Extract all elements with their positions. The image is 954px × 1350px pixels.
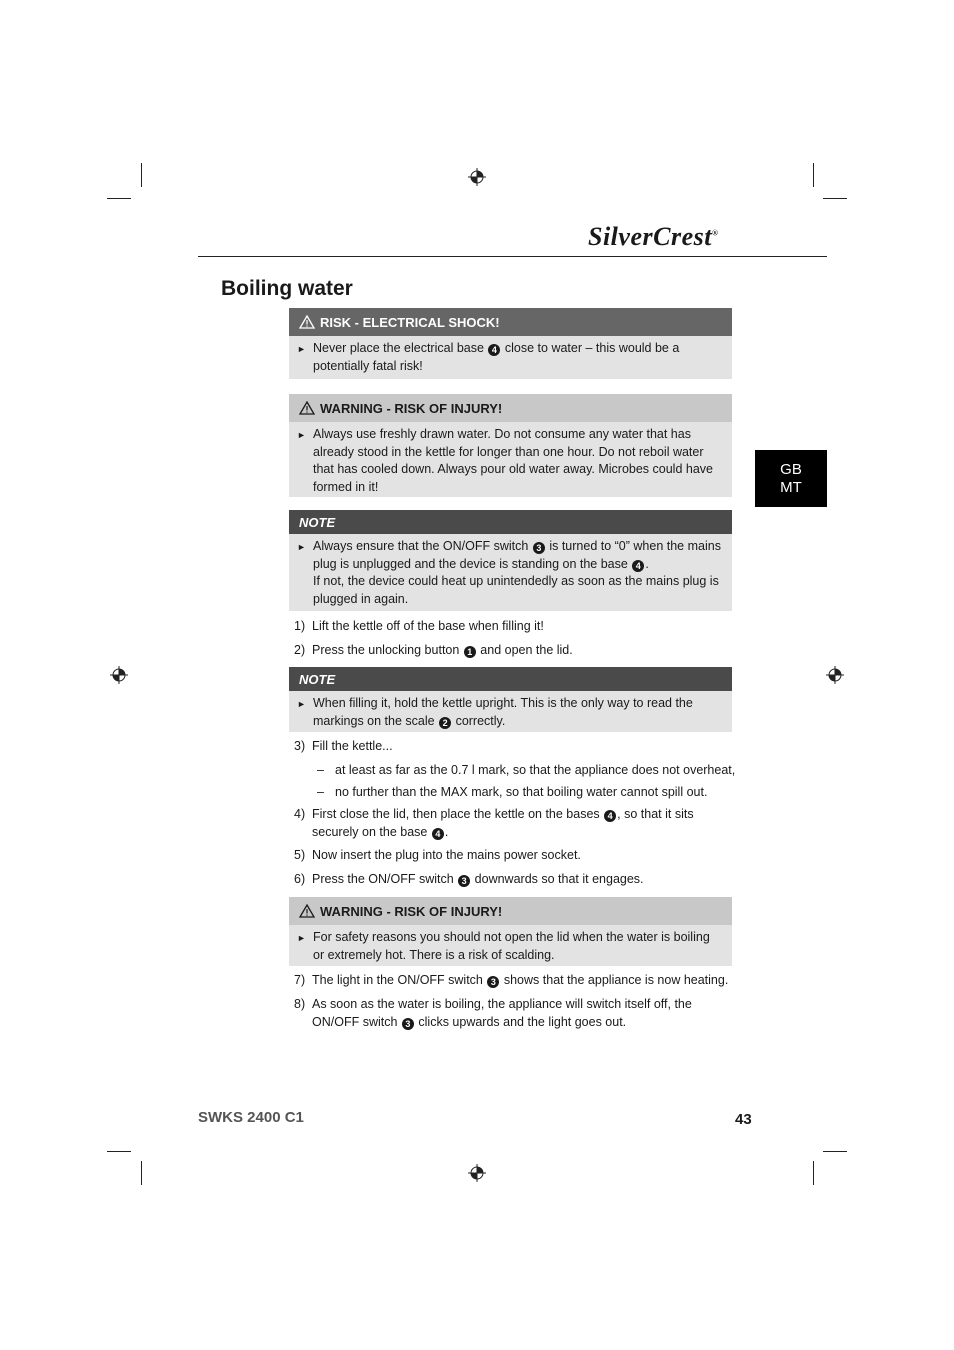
- step-text: [294, 972, 734, 990]
- warning-box-body: [289, 925, 732, 966]
- brand-logo-text: SilverCrest: [588, 222, 712, 251]
- note-box: [289, 510, 732, 611]
- registration-mark-icon: [110, 666, 128, 684]
- language-tab: [755, 450, 827, 507]
- crop-mark: [823, 198, 847, 199]
- arrow-bullet-icon: ►: [297, 699, 306, 709]
- note-box-body: [289, 691, 732, 732]
- header-rule: [198, 256, 827, 257]
- risk-box-heading: [289, 308, 732, 336]
- warning-text: For safety reasons you should not open the lid when the water is boiling or extremely hot. There is a risk of scalding.: [313, 930, 710, 962]
- crop-mark: [813, 163, 814, 187]
- part-ref-badge: 3: [458, 875, 470, 887]
- warning-box: [289, 897, 732, 966]
- part-ref-badge: 3: [487, 976, 499, 988]
- dash-item: [317, 784, 737, 802]
- part-ref-badge: 4: [604, 810, 616, 822]
- step-text-part: downwards so that it engages.: [474, 872, 644, 886]
- part-ref-badge: 2: [439, 717, 451, 729]
- arrow-bullet-icon: ►: [297, 933, 306, 943]
- crop-mark: [141, 1161, 142, 1185]
- step-text-part: Press the unlocking button: [312, 643, 460, 657]
- step-text: [294, 642, 734, 660]
- step-text: Lift the kettle off of the base when filling it!: [312, 619, 544, 633]
- step-text-part: , so that it sits securely on the base: [312, 807, 694, 839]
- step-item: [294, 972, 734, 990]
- step-text-part: Press the ON/OFF switch: [312, 872, 454, 886]
- warning-box-heading: [289, 897, 732, 925]
- note-text-extra: If not, the device could heat up unintendedly as soon as the mains plug is plugged in again.: [313, 574, 719, 606]
- warning-heading-text: WARNING - RISK OF INJURY!: [320, 400, 503, 416]
- step-text-part: The light in the ON/OFF switch: [312, 973, 483, 987]
- step-text-part: clicks upwards and the light goes out.: [418, 1014, 627, 1029]
- step-item: [294, 871, 734, 889]
- note-box-body: [289, 534, 732, 611]
- arrow-bullet-icon: ►: [297, 542, 306, 552]
- crop-mark: [813, 1161, 814, 1185]
- warning-triangle-icon: [299, 904, 315, 918]
- dash-mark: –: [317, 785, 324, 799]
- step-item: [294, 806, 734, 841]
- risk-text: Never place the electrical base: [313, 341, 484, 355]
- arrow-bullet-icon: ►: [297, 344, 306, 354]
- page-title: Boiling water: [221, 277, 353, 300]
- note-text: When filling it, hold the kettle upright. This is the only way to read the markings on the scale: [313, 696, 693, 728]
- part-ref-badge: 1: [464, 646, 476, 658]
- risk-text-cont: close to water – this would be a potentially fatal risk!: [313, 341, 680, 373]
- part-ref-badge: 4: [632, 560, 644, 572]
- warning-box: [289, 394, 732, 497]
- risk-box: [289, 308, 732, 379]
- step-number: 1): [294, 619, 306, 633]
- step-text-part: shows that the appliance is now heating.: [503, 973, 729, 987]
- step-item: [294, 847, 734, 865]
- step-item: [294, 618, 734, 636]
- note-text-cont: correctly.: [455, 713, 506, 728]
- arrow-bullet-icon: ►: [297, 430, 306, 440]
- part-ref-badge: 3: [402, 1018, 414, 1030]
- step-number: 6): [294, 872, 306, 886]
- step-text: Fill the kettle...: [312, 739, 393, 753]
- step-number: 4): [294, 807, 306, 821]
- warning-box-body: [289, 422, 732, 497]
- note-text-cont: is turned to “0” when the mains plug is unplugged and the device is standing on the base: [313, 539, 721, 571]
- dash-text: no further than the MAX mark, so that boiling water cannot spill out.: [335, 785, 708, 799]
- crop-mark: [141, 163, 142, 187]
- brand-logo: [588, 222, 718, 252]
- registration-mark-icon: [468, 1164, 486, 1182]
- note-text-end: .: [645, 556, 649, 571]
- registration-mark-icon: [468, 168, 486, 186]
- risk-heading-text: RISK - ELECTRICAL SHOCK!: [320, 314, 500, 330]
- step-item: [294, 996, 734, 1031]
- note-text: Always ensure that the ON/OFF switch: [313, 539, 529, 553]
- warning-triangle-icon: [299, 401, 315, 415]
- dash-mark: –: [317, 763, 324, 777]
- note-heading: NOTE: [289, 667, 732, 691]
- note-box: [289, 667, 732, 732]
- step-text-part: .: [444, 824, 449, 839]
- warning-triangle-icon: [299, 315, 315, 329]
- part-ref-badge: 4: [432, 828, 444, 840]
- warning-heading-text: WARNING - RISK OF INJURY!: [320, 903, 503, 919]
- dash-text: at least as far as the 0.7 l mark, so that the appliance does not overheat,: [335, 763, 736, 777]
- step-text: [294, 996, 734, 1031]
- registration-mark-icon: [826, 666, 844, 684]
- step-text-part: and open the lid.: [480, 643, 573, 657]
- crop-mark: [823, 1151, 847, 1152]
- dash-item: [317, 762, 737, 780]
- crop-mark: [107, 198, 131, 199]
- language-code-mt: MT: [780, 478, 802, 496]
- crop-mark: [107, 1151, 131, 1152]
- note-heading: NOTE: [289, 510, 732, 534]
- risk-box-body: [289, 336, 732, 379]
- step-text: Now insert the plug into the mains power socket.: [312, 848, 581, 862]
- step-item: [294, 642, 734, 660]
- warning-box-heading: [289, 394, 732, 422]
- model-number: SWKS 2400 C1: [198, 1109, 304, 1126]
- step-number: 8): [294, 997, 306, 1011]
- step-text: [294, 806, 734, 841]
- page-number: 43: [735, 1111, 752, 1128]
- step-text-part: First close the lid, then place the kettle on the bases: [312, 807, 600, 821]
- step-number: 5): [294, 848, 306, 862]
- part-ref-badge: 4: [488, 344, 500, 356]
- step-text-part: As soon as the water is boiling, the appliance will switch itself off, the ON/OFF switch: [312, 997, 692, 1029]
- step-text: [294, 871, 734, 889]
- step-number: 7): [294, 973, 306, 987]
- part-ref-badge: 3: [533, 542, 545, 554]
- step-number: 3): [294, 739, 306, 753]
- language-code-gb: GB: [780, 460, 802, 478]
- warning-text: Always use freshly drawn water. Do not consume any water that has already stood in the kettle for longer than one hour. Do not reboil water that has cooled down. Always pour old water away. Microbes could have formed in it!: [313, 427, 713, 494]
- step-item: [294, 738, 734, 756]
- registered-mark: ®: [711, 228, 719, 238]
- step-number: 2): [294, 643, 306, 657]
